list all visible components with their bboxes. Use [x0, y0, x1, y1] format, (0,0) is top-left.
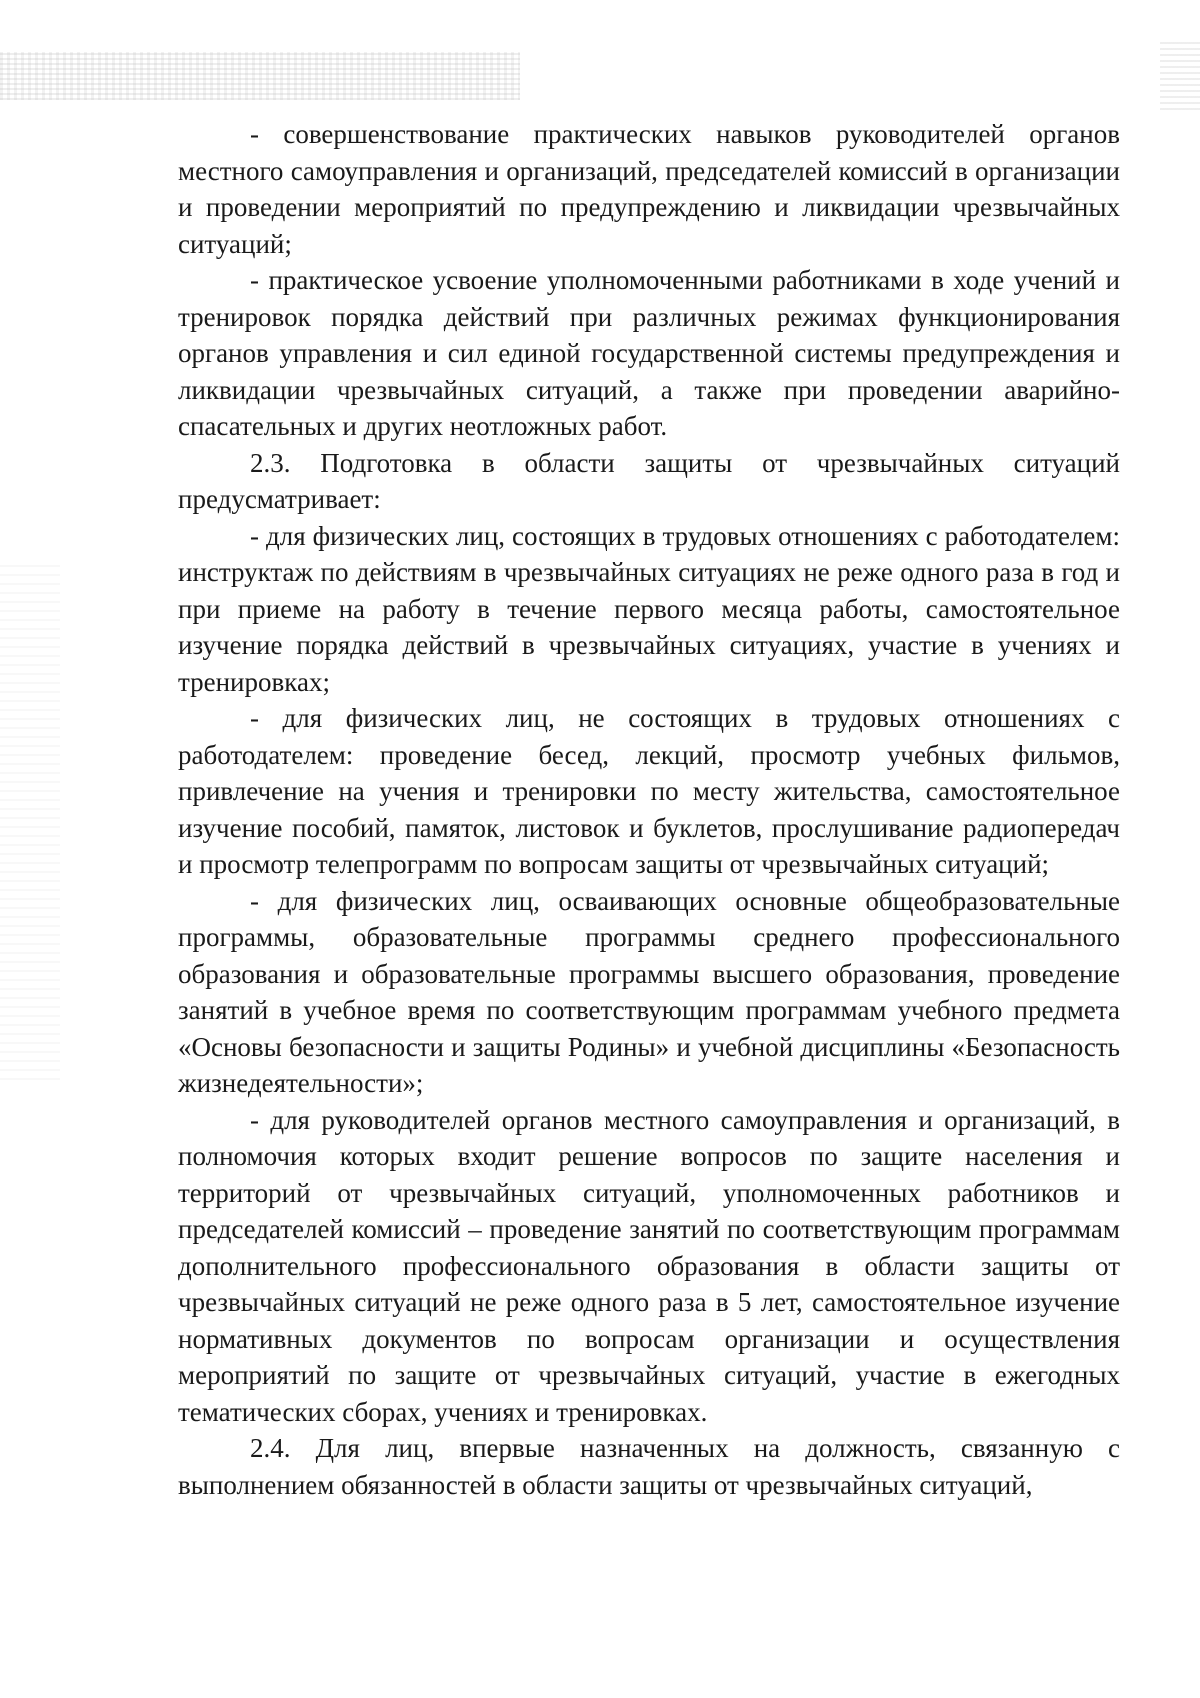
paragraph-unemployed-persons: - для физических лиц, не состоящих в трудовых отношениях с работодателем: проведение бесед, лекций, просмотр учебных фильмов, привлечение на учения и тренировки по месту жительства, самостоятельное изучение пособий, памяток, листовок и буклетов, прослушивание радиопередач и просмотр телепрограмм по вопросам защиты от чрезвычайных ситуаций;: [178, 703, 1120, 879]
paragraph-section-2-4: 2.4. Для лиц, впервые назначенных на должность, связанную с выполнением обязанностей в области защиты от чрезвычайных ситуаций,: [178, 1433, 1120, 1500]
document-body: [178, 116, 1120, 1503]
scan-noise-top: [0, 52, 520, 100]
paragraph-section-2-3: 2.3. Подготовка в области защиты от чрезвычайных ситуаций предусматривает:: [178, 447, 1120, 514]
scan-noise-right: [1160, 40, 1200, 110]
scan-noise-left: [0, 560, 60, 1080]
paragraph-employed-persons: - для физических лиц, состоящих в трудовых отношениях с работодателем: инструктаж по действиям в чрезвычайных ситуациях не реже одного раза в год и при приеме на работу в течение первого месяца работы, самостоятельное изучение порядка действий в чрезвычайных ситуациях, участие в учениях и тренировках;: [178, 520, 1120, 697]
paragraph-students: - для физических лиц, осваивающих основные общеобразовательные программы, образовательные программы среднего профессионального образования и образовательные программы высшего образования, проведение занятий в учебное время по соответствующим программам учебного предмета «Основы безопасности и защиты Родины» и учебной дисциплины «Безопасность жизнедеятельности»;: [178, 885, 1120, 1098]
paragraph-practical-mastery: - практическое усвоение уполномоченными работниками в ходе учений и тренировок порядка действий при различных режимах функционирования органов управления и сил единой государственной системы предупреждения и ликвидации чрезвычайных ситуаций, а также при проведении аварийно-спасательных и других неотложных работ.: [178, 265, 1120, 441]
paragraph-managers: - для руководителей органов местного самоуправления и организаций, в полномочия которых входит решение вопросов по защите населения и территорий от чрезвычайных ситуаций, уполномоченных работников и председателей комиссий – проведение занятий по соответствующим программам дополнительного профессионального образования в области защиты от чрезвычайных ситуаций не реже одного раза в 5 лет, самостоятельное изучение нормативных документов по вопросам организации и осуществления мероприятий по защите от чрезвычайных ситуаций, участие в ежегодных тематических сборах, учениях и тренировках.: [178, 1104, 1120, 1427]
paragraph-improvement-skills: - совершенствование практических навыков руководителей органов местного самоуправления и организаций, председателей комиссий в организации и проведении мероприятий по предупреждению и ликвидации чрезвычайных ситуаций;: [178, 119, 1120, 259]
